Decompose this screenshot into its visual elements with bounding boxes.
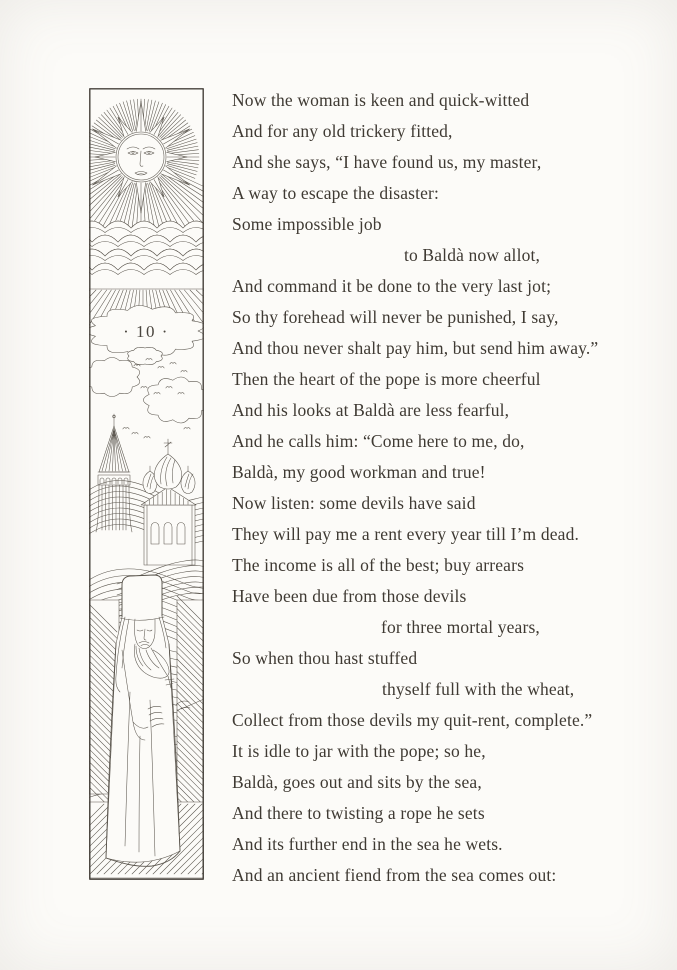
poem-line: It is idle to jar with the pope; so he, [232, 741, 486, 761]
poem-line: Collect from those devils my quit-rent, complete.” [232, 710, 593, 730]
poem [232, 85, 662, 891]
poem-line: And he calls him: “Come here to me, do, [232, 431, 525, 451]
poem-line: And she says, “I have found us, my master, [232, 152, 542, 172]
poem-line: And there to twisting a rope he sets [232, 803, 485, 823]
poem-line: thyself full with the wheat, [382, 679, 575, 699]
poem-line: So when thou hast stuffed [232, 648, 418, 668]
poem-line: And thou never shalt pay him, but send him away.” [232, 338, 599, 358]
bookmark-illustration [89, 88, 204, 880]
watchtower-icon [96, 414, 132, 532]
poem-line: Baldà, my good workman and true! [232, 462, 486, 482]
poem-line: Now the woman is keen and quick-witted [232, 90, 530, 110]
poem-line: Then the heart of the pope is more cheerful [232, 369, 541, 389]
poem-line: So thy forehead will never be punished, I say, [232, 307, 559, 327]
clouds-icon [89, 347, 204, 423]
poem-line: A way to escape the disaster: [232, 183, 439, 203]
poem-line: They will pay me a rent every year till I’m dead. [232, 524, 580, 544]
poem-line: And for any old trickery fitted, [232, 121, 453, 141]
church-icon [141, 439, 196, 565]
poem-line: And its further end in the sea he wets. [232, 834, 503, 854]
wave-cloud-band-icon [89, 221, 204, 289]
poem-line: Now listen: some devils have said [232, 493, 476, 513]
poem-line: And his looks at Baldà are less fearful, [232, 400, 510, 420]
poem-line: The income is all of the best; buy arrears [232, 555, 525, 575]
poem-line: Have been due from those devils [232, 586, 467, 606]
poem-line: to Baldà now allot, [404, 245, 541, 265]
page-number: · 10 · [123, 322, 169, 341]
sun-face-icon [116, 132, 166, 182]
poem-line: Some impossible job [232, 214, 382, 234]
poem-line: And an ancient fiend from the sea comes out: [232, 865, 557, 885]
poem-line: for three mortal years, [381, 617, 540, 637]
poem-line: Baldà, goes out and sits by the sea, [232, 772, 482, 792]
poem-line: And command it be done to the very last jot; [232, 276, 552, 296]
